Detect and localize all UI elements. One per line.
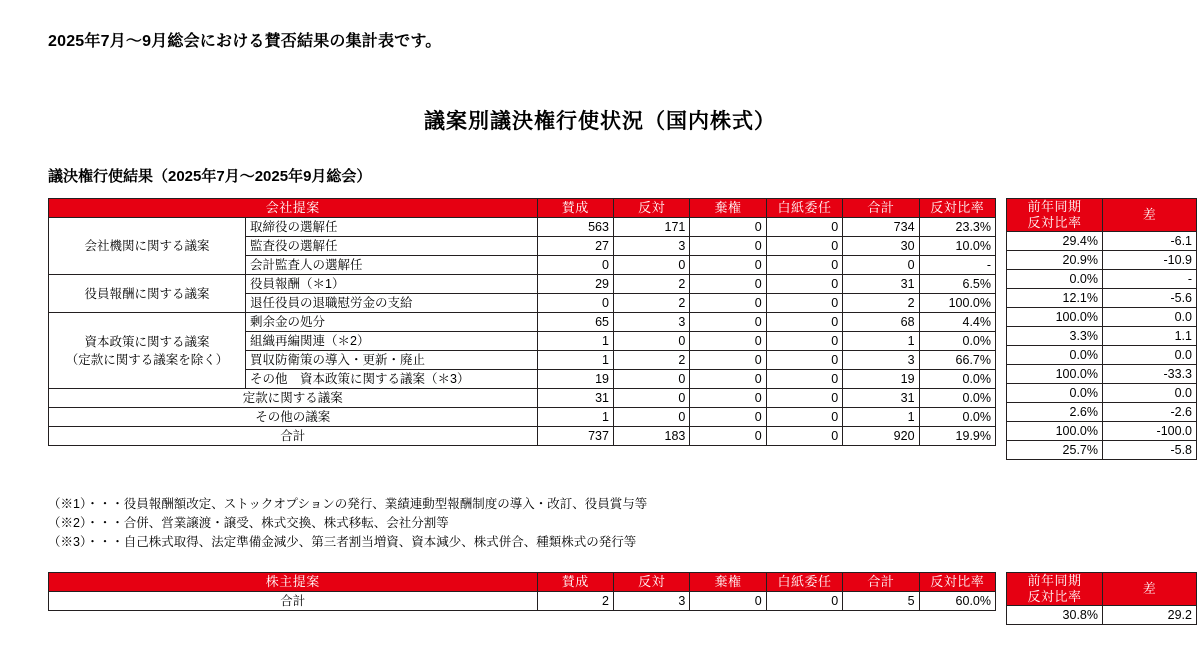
cell-diff: -33.3 (1103, 365, 1197, 384)
table-row (1007, 289, 1197, 308)
row-item: 組織再編関連（＊2） (246, 332, 538, 351)
cell-prev: 100.0% (1007, 308, 1103, 327)
cell-prev: 12.1% (1007, 289, 1103, 308)
row-item: 取締役の選解任 (246, 218, 538, 237)
cell-diff: 1.1 (1103, 327, 1197, 346)
cell-blank: 0 (766, 294, 842, 313)
cell-abstain: 0 (690, 256, 766, 275)
header-blank-proxy: 白紙委任 (766, 573, 842, 592)
cell-blank: 0 (766, 256, 842, 275)
table-row (49, 218, 996, 237)
cell-prev: 2.6% (1007, 403, 1103, 422)
table-row (1007, 384, 1197, 403)
header-prev-year-line1: 前年同期 (1027, 199, 1082, 214)
group-label-line1: 資本政策に関する議案 （定款に関する議案を除く） (65, 334, 229, 367)
table-row (1007, 308, 1197, 327)
row-item: その他 資本政策に関する議案（＊3） (246, 370, 538, 389)
header-diff: 差 (1103, 573, 1197, 606)
header-for: 賛成 (537, 199, 613, 218)
cell-total: 5 (843, 592, 919, 611)
cell-against: 2 (613, 275, 689, 294)
cell-for: 1 (537, 408, 613, 427)
table-row (1007, 327, 1197, 346)
cell-against: 0 (613, 332, 689, 351)
cell-diff: 29.2 (1103, 606, 1197, 625)
cell-total: 3 (843, 351, 919, 370)
row-item: 退任役員の退職慰労金の支給 (246, 294, 538, 313)
cell-for: 563 (537, 218, 613, 237)
header-prev-year-line1: 前年同期 (1027, 573, 1082, 588)
cell-against: 0 (613, 256, 689, 275)
cell-against: 171 (613, 218, 689, 237)
row-item: その他の議案 (49, 408, 538, 427)
cell-abstain: 0 (690, 313, 766, 332)
cell-ratio: 0.0% (919, 332, 995, 351)
cell-diff: -5.8 (1103, 441, 1197, 460)
row-item: 買収防衛策の導入・更新・廃止 (246, 351, 538, 370)
cell-total: 2 (843, 294, 919, 313)
header-for: 賛成 (537, 573, 613, 592)
table-row (1007, 232, 1197, 251)
cell-diff: -5.6 (1103, 289, 1197, 308)
comparison-header-row (1007, 199, 1197, 232)
cell-total: 734 (843, 218, 919, 237)
cell-abstain: 0 (690, 389, 766, 408)
header-prev-year-line2: 反対比率 (1027, 589, 1082, 604)
cell-abstain: 0 (690, 370, 766, 389)
row-item: 会計監査人の選解任 (246, 256, 538, 275)
table-header-row (49, 199, 996, 218)
cell-blank: 0 (766, 332, 842, 351)
cell-for: 27 (537, 237, 613, 256)
cell-total: 31 (843, 275, 919, 294)
cell-diff: 0.0 (1103, 384, 1197, 403)
cell-diff: -100.0 (1103, 422, 1197, 441)
cell-prev: 30.8% (1007, 606, 1103, 625)
cell-total: 1 (843, 332, 919, 351)
section-title: 議決権行使結果（2025年7月〜2025年9月総会） (48, 168, 372, 185)
table-row (49, 275, 996, 294)
header-blank-proxy: 白紙委任 (766, 199, 842, 218)
header-proposal: 会社提案 (49, 199, 538, 218)
cell-ratio: 23.3% (919, 218, 995, 237)
cell-ratio: 6.5% (919, 275, 995, 294)
cell-for: 31 (537, 389, 613, 408)
row-item: 役員報酬（＊1） (246, 275, 538, 294)
cell-blank: 0 (766, 389, 842, 408)
cell-for: 1 (537, 351, 613, 370)
cell-ratio: 100.0% (919, 294, 995, 313)
table-row (49, 313, 996, 332)
cell-against: 3 (613, 237, 689, 256)
cell-blank: 0 (766, 237, 842, 256)
cell-total: 30 (843, 237, 919, 256)
shareholder-proposal-comparison-table (1006, 572, 1197, 625)
cell-blank: 0 (766, 408, 842, 427)
cell-against: 3 (613, 592, 689, 611)
cell-against: 3 (613, 313, 689, 332)
header-proposal: 株主提案 (49, 573, 538, 592)
header-against-ratio: 反対比率 (919, 573, 995, 592)
header-total: 合計 (843, 573, 919, 592)
shareholder-proposal-table (48, 572, 996, 611)
table-row (1007, 251, 1197, 270)
cell-blank: 0 (766, 351, 842, 370)
cell-against: 0 (613, 389, 689, 408)
table-row (49, 389, 996, 408)
footnotes (48, 495, 647, 552)
table-row (1007, 270, 1197, 289)
cell-diff: -6.1 (1103, 232, 1197, 251)
cell-total: 0 (843, 256, 919, 275)
cell-blank: 0 (766, 218, 842, 237)
cell-against: 2 (613, 351, 689, 370)
cell-abstain: 0 (690, 218, 766, 237)
cell-ratio: 66.7% (919, 351, 995, 370)
header-diff: 差 (1103, 199, 1197, 232)
cell-diff: 0.0 (1103, 346, 1197, 365)
header-against: 反対 (613, 573, 689, 592)
cell-blank: 0 (766, 592, 842, 611)
table-total-row (1007, 606, 1197, 625)
cell-abstain: 0 (690, 237, 766, 256)
cell-ratio: 0.0% (919, 370, 995, 389)
cell-for: 737 (537, 427, 613, 446)
header-total: 合計 (843, 199, 919, 218)
table-total-row (49, 592, 996, 611)
header-prev-year-against-ratio (1007, 573, 1103, 606)
row-item: 合計 (49, 427, 538, 446)
header-abstain: 棄権 (690, 573, 766, 592)
cell-diff: - (1103, 270, 1197, 289)
header-against: 反対 (613, 199, 689, 218)
cell-against: 0 (613, 370, 689, 389)
cell-for: 29 (537, 275, 613, 294)
cell-prev: 0.0% (1007, 270, 1103, 289)
company-proposal-comparison-table (1006, 198, 1197, 460)
cell-prev: 29.4% (1007, 232, 1103, 251)
cell-ratio: 0.0% (919, 389, 995, 408)
cell-for: 65 (537, 313, 613, 332)
cell-ratio: 0.0% (919, 408, 995, 427)
table-row (49, 408, 996, 427)
lead-text: 2025年7月〜9月総会における賛否結果の集計表です。 (48, 33, 442, 50)
cell-abstain: 0 (690, 332, 766, 351)
group-label (49, 313, 246, 389)
row-item: 剰余金の処分 (246, 313, 538, 332)
cell-abstain: 0 (690, 408, 766, 427)
cell-prev: 100.0% (1007, 365, 1103, 384)
row-item: 定款に関する議案 (49, 389, 538, 408)
header-prev-year-line2: 反対比率 (1027, 215, 1082, 230)
cell-abstain: 0 (690, 294, 766, 313)
cell-ratio: 4.4% (919, 313, 995, 332)
cell-for: 19 (537, 370, 613, 389)
cell-total: 19 (843, 370, 919, 389)
cell-blank: 0 (766, 370, 842, 389)
cell-abstain: 0 (690, 275, 766, 294)
group-label: 役員報酬に関する議案 (49, 275, 246, 313)
cell-for: 0 (537, 294, 613, 313)
table-row (1007, 365, 1197, 384)
comparison-header-row (1007, 573, 1197, 606)
row-item: 合計 (49, 592, 538, 611)
cell-prev: 100.0% (1007, 422, 1103, 441)
footnote-3: （※3）・・・自己株式取得、法定準備金減少、第三者割当増資、資本減少、株式併合、種類株式の発行等 (48, 535, 637, 549)
cell-blank: 0 (766, 313, 842, 332)
company-proposal-table (48, 198, 996, 446)
cell-prev: 20.9% (1007, 251, 1103, 270)
table-row (1007, 422, 1197, 441)
cell-abstain: 0 (690, 351, 766, 370)
company-proposal-table-block (48, 198, 1197, 460)
cell-prev: 25.7% (1007, 441, 1103, 460)
row-item: 監査役の選解任 (246, 237, 538, 256)
cell-ratio: 19.9% (919, 427, 995, 446)
table-total-row (1007, 441, 1197, 460)
header-abstain: 棄権 (690, 199, 766, 218)
header-against-ratio: 反対比率 (919, 199, 995, 218)
table-total-row (49, 427, 996, 446)
cell-ratio: - (919, 256, 995, 275)
cell-diff: 0.0 (1103, 308, 1197, 327)
cell-ratio: 60.0% (919, 592, 995, 611)
cell-against: 183 (613, 427, 689, 446)
cell-abstain: 0 (690, 427, 766, 446)
cell-abstain: 0 (690, 592, 766, 611)
table-header-row (49, 573, 996, 592)
cell-total: 31 (843, 389, 919, 408)
cell-total: 920 (843, 427, 919, 446)
header-prev-year-against-ratio (1007, 199, 1103, 232)
cell-diff: -2.6 (1103, 403, 1197, 422)
group-label: 会社機関に関する議案 (49, 218, 246, 275)
cell-diff: -10.9 (1103, 251, 1197, 270)
cell-for: 2 (537, 592, 613, 611)
page-title: 議案別議決権行使状況（国内株式） (424, 110, 776, 133)
footnote-2: （※2）・・・合併、営業譲渡・譲受、株式交換、株式移転、会社分割等 (48, 516, 449, 530)
cell-against: 2 (613, 294, 689, 313)
shareholder-proposal-table-block (48, 572, 1197, 625)
cell-for: 1 (537, 332, 613, 351)
table-row (1007, 403, 1197, 422)
table-row (1007, 346, 1197, 365)
cell-blank: 0 (766, 275, 842, 294)
cell-total: 68 (843, 313, 919, 332)
cell-against: 0 (613, 408, 689, 427)
cell-prev: 0.0% (1007, 384, 1103, 403)
cell-prev: 0.0% (1007, 346, 1103, 365)
cell-ratio: 10.0% (919, 237, 995, 256)
footnote-1: （※1）・・・役員報酬額改定、ストックオプションの発行、業績連動型報酬制度の導入・改訂、役員賞与等 (48, 497, 648, 511)
cell-for: 0 (537, 256, 613, 275)
cell-prev: 3.3% (1007, 327, 1103, 346)
cell-total: 1 (843, 408, 919, 427)
cell-blank: 0 (766, 427, 842, 446)
